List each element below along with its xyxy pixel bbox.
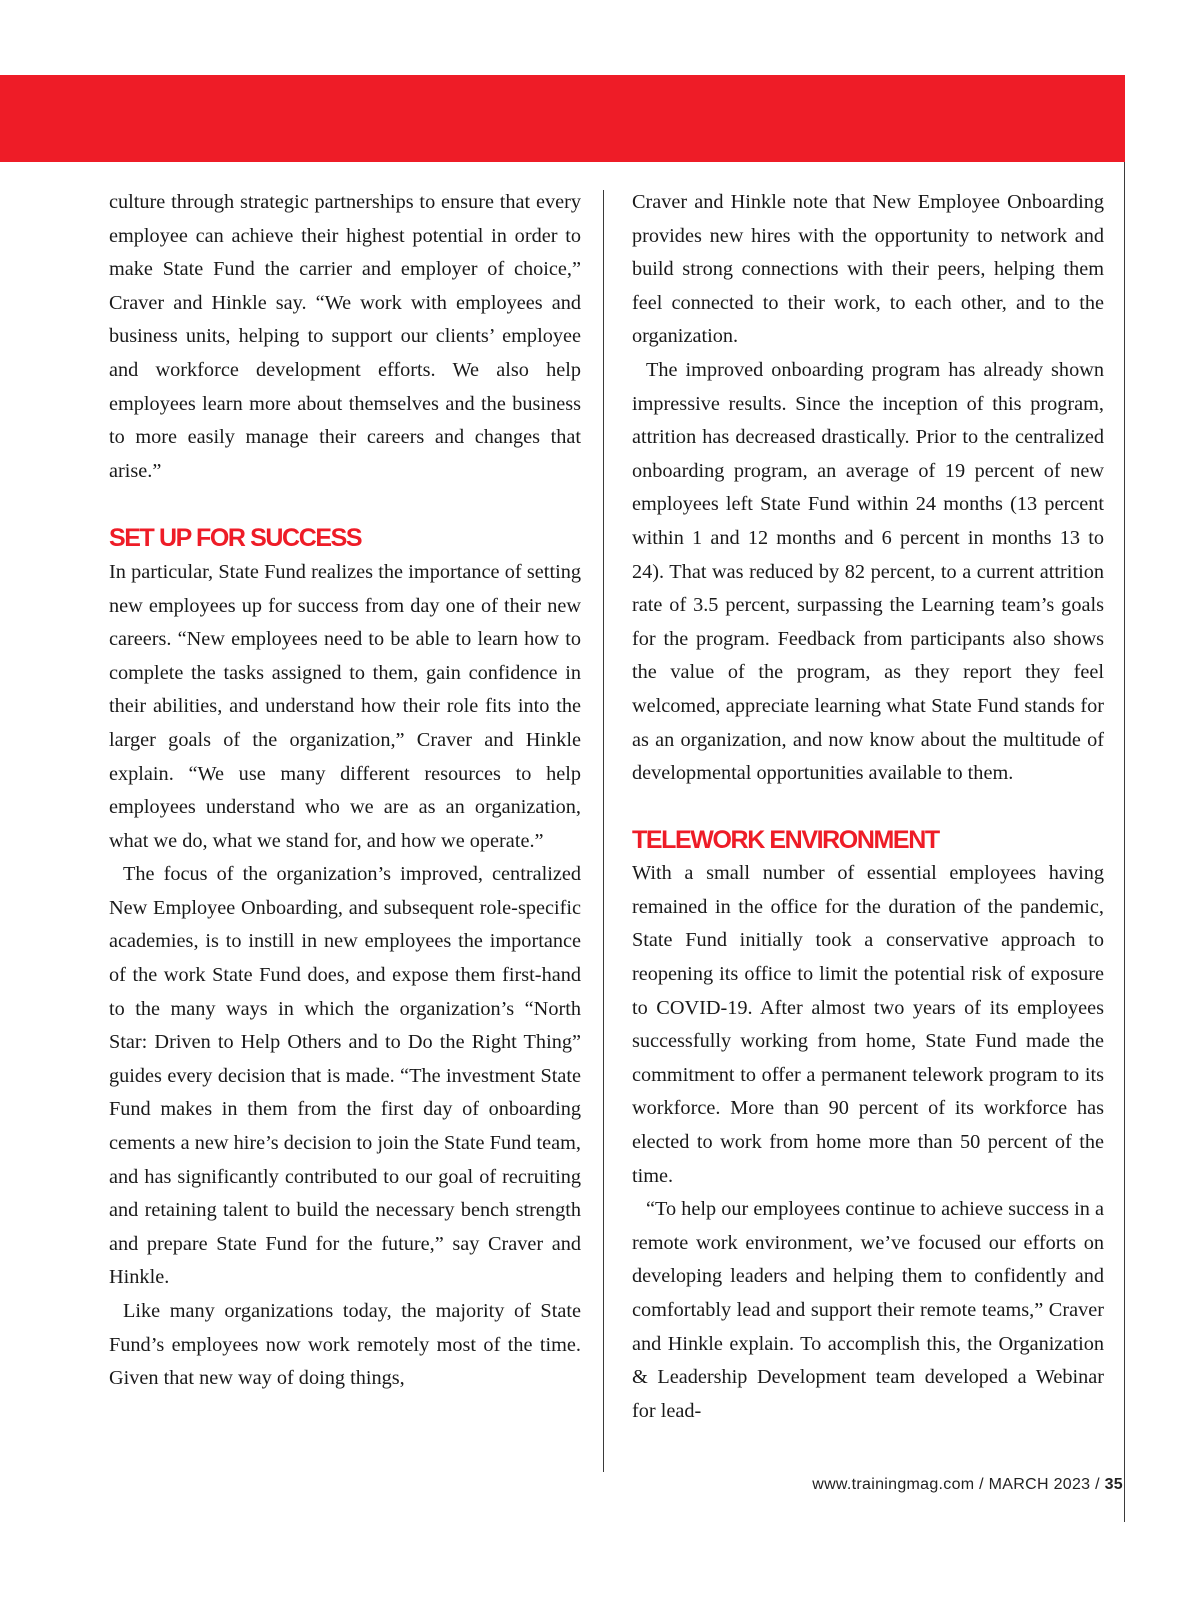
column-divider xyxy=(603,190,604,1472)
page-number: 35 xyxy=(1104,1476,1123,1493)
footer-text: www.trainingmag.com / MARCH 2023 / xyxy=(812,1476,1105,1493)
header-color-band xyxy=(0,75,1125,162)
paragraph: Craver and Hinkle note that New Employee Onboarding provides new hires with the opportunity to network and build strong connections with their peers, helping them feel connected to their work, to each other, and to the organization. xyxy=(632,191,1104,348)
paragraph: With a small number of essential employees having remained in the office for the duration of the pandemic, State Fund initially took a conservative approach to reopening its office to limit the potential risk of exposure to COVID-19. After almost two years of its employees successfully working from home, State Fund made the commitment to offer a permanent telework program to its workforce. More than 90 percent of its workforce has elected to work from home more than 50 percent of the time. xyxy=(632,862,1104,1187)
section-heading-set-up-for-success: SET UP FOR SUCCESS xyxy=(109,524,362,553)
left-column xyxy=(109,186,581,1396)
paragraph: The focus of the organization’s improved, centralized New Employee Onboarding, and subsequent role-specific academies, is to instill in new employees the importance of the work State Fund does, and expose them first-hand to the many ways in which the organization’s “North Star: Driven to Help Others and to Do the Right Thing” guides every decision that is made. “The investment State Fund makes in them from the first day of onboarding cements a new hire’s decision to join the State Fund team, and has significantly contributed to our goal of recruiting and retaining talent to build the necessary bench strength and prepare State Fund for the future,” say Craver and Hinkle. xyxy=(109,863,581,1289)
paragraph: Like many organizations today, the majority of State Fund’s employees now work remotely most of the time. Given that new way of doing things, xyxy=(109,1300,581,1390)
paragraph: “To help our employees continue to achieve success in a remote work environment, we’ve focused our efforts on developing leaders and helping them to confidently and comfortably lead and support their remote teams,” Craver and Hinkle explain. To accomplish this, the Organization & Leadership Development team developed a Webinar for lead- xyxy=(632,1198,1104,1422)
paragraph: culture through strategic partnerships to ensure that every employee can achieve their highest potential in order to make State Fund the carrier and employer of choice,” Craver and Hinkle say. “We work with employees and business units, helping to support our clients’ employee and workforce development efforts. We also help employees learn more about themselves and the business to more easily manage their careers and changes that arise.” xyxy=(109,191,581,482)
paragraph: The improved onboarding program has already shown impressive results. Since the inception of this program, attrition has decreased drastically. Prior to the centralized onboarding program, an average of 19 percent of new employees left State Fund within 24 months (13 percent within 1 and 12 months and 6 percent in months 13 to 24). That was reduced by 82 percent, to a current attrition rate of 3.5 percent, surpassing the Learning team’s goals for the program. Feedback from participants also shows the value of the program, as they report they feel welcomed, appreciate learning what State Fund stands for as an organization, and now know about the multitude of developmental opportunities available to them. xyxy=(632,358,1104,785)
paragraph: In particular, State Fund realizes the importance of setting new employees up for success from day one of their new careers. “New employees need to be able to learn how to complete the tasks assigned to them, gain confidence in their abilities, and understand how their role fits into the larger goals of the organization,” Craver and Hinkle explain. “We use many different resources to help employees understand who we are as an organization, what we do, what we stand for, and how we operate.” xyxy=(109,560,581,852)
section-heading-telework-environment: TELEWORK ENVIRONMENT xyxy=(632,825,939,854)
right-column xyxy=(632,186,1104,1428)
page-edge-rule xyxy=(1124,162,1125,1522)
page-footer xyxy=(812,1476,1123,1494)
